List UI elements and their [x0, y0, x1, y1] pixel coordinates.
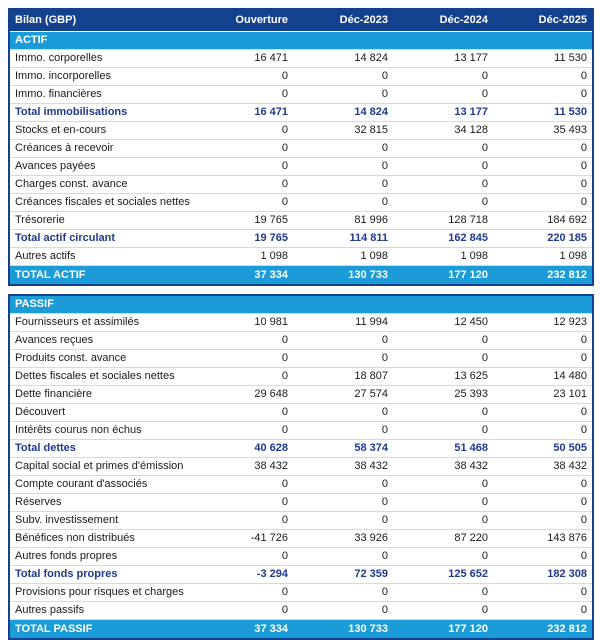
cell-value: 0	[493, 584, 593, 602]
cell-value: 38 432	[293, 458, 393, 476]
cell-value: 0	[393, 476, 493, 494]
row-label: Charges const. avance	[9, 176, 193, 194]
cell-value: 12 923	[493, 314, 593, 332]
cell-value: 0	[293, 86, 393, 104]
row-label: Capital social et primes d'émission	[9, 458, 193, 476]
cell-value: 0	[193, 86, 293, 104]
cell-value: 0	[393, 332, 493, 350]
cell-value: 13 177	[393, 104, 493, 122]
row-label: Total fonds propres	[9, 566, 193, 584]
cell-value: 0	[293, 548, 393, 566]
cell-value: 38 432	[393, 458, 493, 476]
cell-value	[493, 295, 593, 314]
cell-value: 0	[493, 68, 593, 86]
cell-value: 184 692	[493, 212, 593, 230]
table-row	[9, 458, 593, 476]
cell-value	[393, 32, 493, 50]
table-row	[9, 422, 593, 440]
cell-value: 0	[293, 494, 393, 512]
cell-value: 0	[293, 602, 393, 620]
table-row	[9, 386, 593, 404]
cell-value: 1 098	[193, 248, 293, 266]
cell-value: 0	[493, 602, 593, 620]
cell-value: 25 393	[393, 386, 493, 404]
table-row	[9, 194, 593, 212]
passif-table	[8, 294, 594, 640]
table-row	[9, 176, 593, 194]
table-row	[9, 404, 593, 422]
cell-value: 0	[193, 68, 293, 86]
cell-value: 0	[193, 194, 293, 212]
cell-value: 0	[393, 404, 493, 422]
cell-value: 0	[493, 548, 593, 566]
cell-value: 0	[193, 332, 293, 350]
cell-value: 0	[493, 350, 593, 368]
cell-value: 0	[493, 176, 593, 194]
cell-value: 16 471	[193, 50, 293, 68]
cell-value: 19 765	[193, 212, 293, 230]
cell-value: 0	[393, 422, 493, 440]
cell-value: 35 493	[493, 122, 593, 140]
cell-value: 0	[293, 584, 393, 602]
row-label: Immo. incorporelles	[9, 68, 193, 86]
cell-value: 16 471	[193, 104, 293, 122]
subtotal-row	[9, 566, 593, 584]
row-label: Avances payées	[9, 158, 193, 176]
table-row	[9, 248, 593, 266]
cell-value: 232 812	[493, 266, 593, 286]
total-row	[9, 620, 593, 640]
cell-value: 58 374	[293, 440, 393, 458]
row-label: Dette financière	[9, 386, 193, 404]
table-row	[9, 68, 593, 86]
cell-value: 128 718	[393, 212, 493, 230]
cell-value: 0	[193, 404, 293, 422]
cell-value: 50 505	[493, 440, 593, 458]
cell-value: 0	[393, 512, 493, 530]
row-label: Trésorerie	[9, 212, 193, 230]
cell-value: 0	[393, 158, 493, 176]
cell-value: 87 220	[393, 530, 493, 548]
table-row	[9, 86, 593, 104]
table-row	[9, 212, 593, 230]
cell-value: 37 334	[193, 266, 293, 286]
cell-value: 0	[493, 494, 593, 512]
cell-value: 0	[193, 368, 293, 386]
cell-value: 130 733	[293, 266, 393, 286]
row-label: Réserves	[9, 494, 193, 512]
cell-value: 11 994	[293, 314, 393, 332]
section-header-row	[9, 32, 593, 50]
row-label: Subv. investissement	[9, 512, 193, 530]
cell-value: 14 824	[293, 104, 393, 122]
cell-value: 177 120	[393, 266, 493, 286]
row-label: Immo. corporelles	[9, 50, 193, 68]
cell-value: 0	[493, 422, 593, 440]
cell-value: 38 432	[493, 458, 593, 476]
cell-value: 162 845	[393, 230, 493, 248]
table-row	[9, 512, 593, 530]
cell-value: 0	[393, 86, 493, 104]
subtotal-row	[9, 440, 593, 458]
row-label: Autres fonds propres	[9, 548, 193, 566]
cell-value: 32 815	[293, 122, 393, 140]
cell-value: 13 625	[393, 368, 493, 386]
cell-value: 220 185	[493, 230, 593, 248]
table-row	[9, 314, 593, 332]
table-row	[9, 368, 593, 386]
row-label: Dettes fiscales et sociales nettes	[9, 368, 193, 386]
table-row	[9, 140, 593, 158]
cell-value: 125 652	[393, 566, 493, 584]
cell-value: 0	[293, 140, 393, 158]
row-label: Créances fiscales et sociales nettes	[9, 194, 193, 212]
cell-value: -41 726	[193, 530, 293, 548]
cell-value: 0	[493, 512, 593, 530]
table-row	[9, 530, 593, 548]
cell-value: 37 334	[193, 620, 293, 640]
cell-value: 0	[193, 494, 293, 512]
cell-value: 0	[293, 350, 393, 368]
row-label: Autres passifs	[9, 602, 193, 620]
cell-value: 72 359	[293, 566, 393, 584]
cell-value: 0	[193, 602, 293, 620]
column-header-dec-2024: Déc-2024	[393, 9, 493, 32]
table-row	[9, 350, 593, 368]
table-row	[9, 122, 593, 140]
subtotal-row	[9, 104, 593, 122]
cell-value: 0	[493, 404, 593, 422]
cell-value: 13 177	[393, 50, 493, 68]
table-row	[9, 476, 593, 494]
section-divider	[8, 286, 592, 294]
table-row	[9, 158, 593, 176]
row-label: Compte courant d'associés	[9, 476, 193, 494]
cell-value: 23 101	[493, 386, 593, 404]
cell-value: 0	[293, 476, 393, 494]
column-header-dec-2023: Déc-2023	[293, 9, 393, 32]
cell-value: 0	[293, 68, 393, 86]
section-header-row	[9, 295, 593, 314]
row-label: Créances à recevoir	[9, 140, 193, 158]
cell-value: 1 098	[293, 248, 393, 266]
row-label: Stocks et en-cours	[9, 122, 193, 140]
row-label: Découvert	[9, 404, 193, 422]
cell-value: 0	[393, 68, 493, 86]
cell-value: 0	[493, 194, 593, 212]
cell-value: 0	[193, 548, 293, 566]
row-label: Provisions pour risques et charges	[9, 584, 193, 602]
cell-value: 51 468	[393, 440, 493, 458]
cell-value: 1 098	[393, 248, 493, 266]
cell-value: 12 450	[393, 314, 493, 332]
cell-value: 0	[193, 122, 293, 140]
table-row	[9, 602, 593, 620]
cell-value: 0	[193, 350, 293, 368]
cell-value: 18 807	[293, 368, 393, 386]
subtotal-row	[9, 230, 593, 248]
cell-value: 0	[393, 350, 493, 368]
cell-value: 11 530	[493, 104, 593, 122]
row-label: Fournisseurs et assimilés	[9, 314, 193, 332]
cell-value: 0	[393, 140, 493, 158]
cell-value: 0	[193, 176, 293, 194]
cell-value: 130 733	[293, 620, 393, 640]
cell-value: 14 480	[493, 368, 593, 386]
cell-value	[293, 295, 393, 314]
cell-value: 10 981	[193, 314, 293, 332]
header-title: Bilan (GBP)	[9, 9, 193, 32]
table-row	[9, 332, 593, 350]
cell-value: 232 812	[493, 620, 593, 640]
cell-value: 38 432	[193, 458, 293, 476]
cell-value: 0	[393, 194, 493, 212]
column-header-ouverture: Ouverture	[193, 9, 293, 32]
cell-value: 182 308	[493, 566, 593, 584]
row-label: Total actif circulant	[9, 230, 193, 248]
cell-value: 1 098	[493, 248, 593, 266]
cell-value: 114 811	[293, 230, 393, 248]
cell-value: 143 876	[493, 530, 593, 548]
cell-value	[193, 32, 293, 50]
cell-value: 0	[193, 158, 293, 176]
cell-value: 40 628	[193, 440, 293, 458]
row-label: Total immobilisations	[9, 104, 193, 122]
table-row	[9, 494, 593, 512]
cell-value: 11 530	[493, 50, 593, 68]
cell-value	[493, 32, 593, 50]
cell-value: 0	[193, 476, 293, 494]
cell-value: 0	[193, 584, 293, 602]
cell-value: 0	[493, 140, 593, 158]
row-label: Total dettes	[9, 440, 193, 458]
total-row	[9, 266, 593, 286]
cell-value: 0	[393, 548, 493, 566]
row-label: ACTIF	[9, 32, 193, 50]
column-header-dec-2025: Déc-2025	[493, 9, 593, 32]
cell-value: 0	[493, 476, 593, 494]
cell-value: 27 574	[293, 386, 393, 404]
cell-value	[193, 295, 293, 314]
row-label: Immo. financières	[9, 86, 193, 104]
cell-value: 0	[393, 494, 493, 512]
cell-value: 19 765	[193, 230, 293, 248]
cell-value: 177 120	[393, 620, 493, 640]
cell-value: 0	[393, 584, 493, 602]
row-label: TOTAL ACTIF	[9, 266, 193, 286]
cell-value: -3 294	[193, 566, 293, 584]
cell-value: 34 128	[393, 122, 493, 140]
table-row	[9, 548, 593, 566]
cell-value: 0	[293, 422, 393, 440]
row-label: Intérêts courus non échus	[9, 422, 193, 440]
table-header-row	[9, 9, 593, 32]
table-row	[9, 584, 593, 602]
cell-value	[393, 295, 493, 314]
row-label: PASSIF	[9, 295, 193, 314]
cell-value: 0	[493, 332, 593, 350]
row-label: TOTAL PASSIF	[9, 620, 193, 640]
row-label: Avances reçues	[9, 332, 193, 350]
cell-value: 0	[293, 512, 393, 530]
cell-value: 0	[293, 176, 393, 194]
cell-value: 0	[493, 86, 593, 104]
cell-value: 0	[293, 404, 393, 422]
cell-value: 33 926	[293, 530, 393, 548]
table-row	[9, 50, 593, 68]
cell-value: 14 824	[293, 50, 393, 68]
cell-value: 0	[193, 422, 293, 440]
cell-value: 81 996	[293, 212, 393, 230]
row-label: Autres actifs	[9, 248, 193, 266]
cell-value: 0	[393, 176, 493, 194]
cell-value: 0	[293, 194, 393, 212]
cell-value: 0	[393, 602, 493, 620]
cell-value: 0	[193, 140, 293, 158]
cell-value: 0	[293, 158, 393, 176]
cell-value: 0	[193, 512, 293, 530]
row-label: Produits const. avance	[9, 350, 193, 368]
actif-table	[8, 8, 594, 286]
cell-value: 0	[493, 158, 593, 176]
cell-value	[293, 32, 393, 50]
cell-value: 0	[293, 332, 393, 350]
row-label: Bénéfices non distribués	[9, 530, 193, 548]
cell-value: 29 648	[193, 386, 293, 404]
